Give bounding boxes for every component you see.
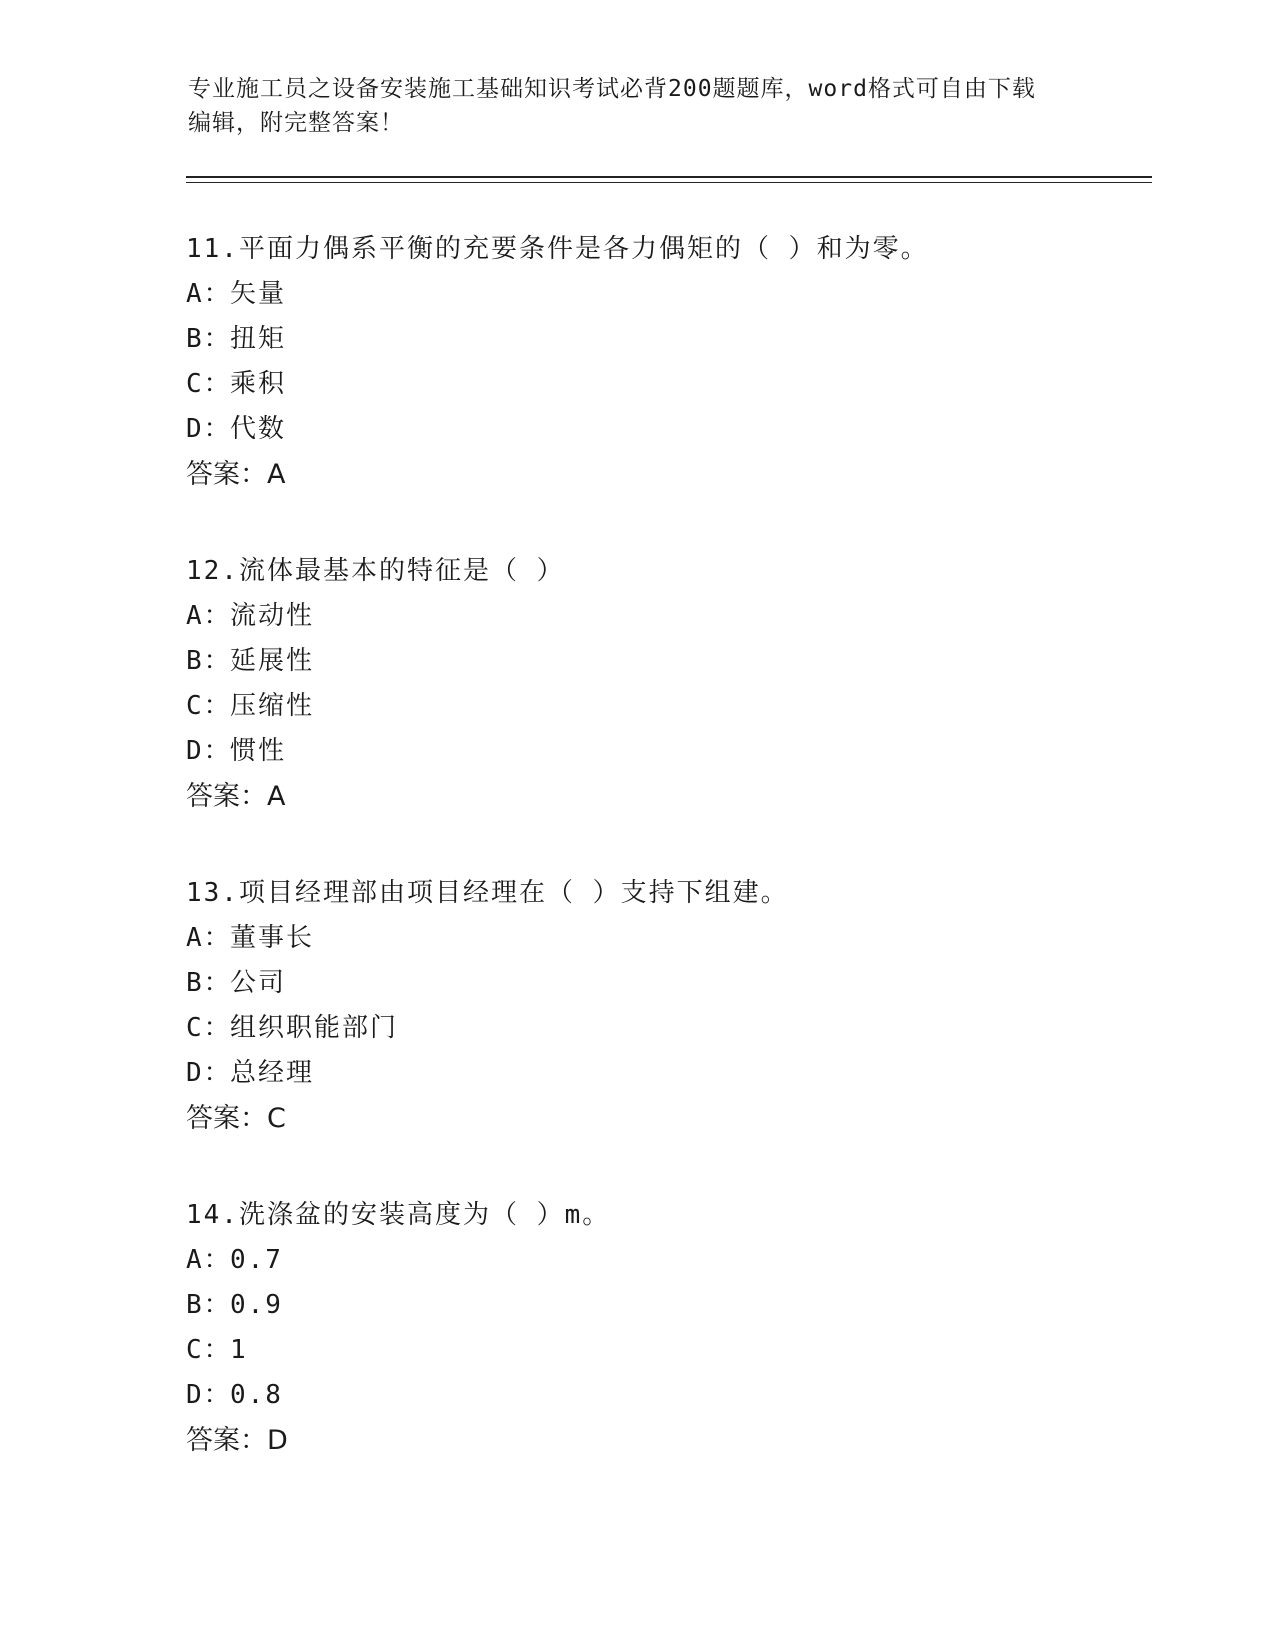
question-stem: 14.洗涤盆的安装高度为（ ）m。 xyxy=(186,1200,611,1230)
option-text: 乘积 xyxy=(230,369,287,399)
question-12 xyxy=(186,548,1146,820)
option-b xyxy=(186,639,1146,684)
header-line-1: 专业施工员之设备安装施工基础知识考试必背200题题库，word格式可自由下载 xyxy=(188,76,1036,102)
option-text: 组织职能部门 xyxy=(230,1013,399,1043)
option-key: A： xyxy=(186,279,232,309)
option-a xyxy=(186,916,1146,961)
option-text: 延展性 xyxy=(230,646,315,676)
option-text: 代数 xyxy=(230,414,287,444)
option-text: 0.9 xyxy=(230,1290,283,1320)
option-key: A： xyxy=(186,1245,232,1275)
question-14 xyxy=(186,1192,1146,1464)
option-text: 总经理 xyxy=(230,1058,315,1088)
option-key: A： xyxy=(186,601,232,631)
question-stem: 12.流体最基本的特征是（ ） xyxy=(186,556,565,586)
question-11 xyxy=(186,226,1146,498)
option-key: B： xyxy=(186,324,232,354)
option-text: 流动性 xyxy=(230,601,315,631)
option-text: 扭矩 xyxy=(230,324,287,354)
answer-line: 答案：D xyxy=(186,1425,288,1456)
option-a xyxy=(186,594,1146,639)
option-key: D： xyxy=(186,1380,232,1410)
option-text: 1 xyxy=(230,1335,248,1365)
option-c xyxy=(186,684,1146,729)
option-key: D： xyxy=(186,414,232,444)
option-b xyxy=(186,317,1146,362)
header-line-2: 编辑，附完整答案！ xyxy=(188,110,404,136)
option-text: 惯性 xyxy=(230,736,287,766)
header-divider-thin xyxy=(186,182,1152,183)
option-text: 压缩性 xyxy=(230,691,315,721)
answer-line: 答案：A xyxy=(186,459,286,490)
option-key: B： xyxy=(186,1290,232,1320)
option-key: D： xyxy=(186,736,232,766)
option-text: 0.8 xyxy=(230,1380,283,1410)
document-header xyxy=(188,72,1088,140)
option-d xyxy=(186,729,1146,774)
option-a xyxy=(186,272,1146,317)
option-key: C： xyxy=(186,691,232,721)
option-key: B： xyxy=(186,646,232,676)
option-b xyxy=(186,961,1146,1006)
option-a xyxy=(186,1238,1146,1283)
option-d xyxy=(186,1373,1146,1418)
option-key: C： xyxy=(186,1013,232,1043)
option-d xyxy=(186,1051,1146,1096)
option-key: C： xyxy=(186,369,232,399)
option-text: 矢量 xyxy=(230,279,287,309)
option-d xyxy=(186,407,1146,452)
header-divider-thick xyxy=(186,176,1152,178)
option-key: A： xyxy=(186,923,232,953)
option-c xyxy=(186,1328,1146,1373)
answer-line: 答案：A xyxy=(186,781,286,812)
option-key: B： xyxy=(186,968,232,998)
option-c xyxy=(186,362,1146,407)
option-text: 公司 xyxy=(230,968,287,998)
question-stem: 13.项目经理部由项目经理在（ ）支持下组建。 xyxy=(186,878,789,908)
question-stem: 11.平面力偶系平衡的充要条件是各力偶矩的（ ）和为零。 xyxy=(186,234,929,264)
option-text: 董事长 xyxy=(230,923,315,953)
option-text: 0.7 xyxy=(230,1245,283,1275)
option-key: D： xyxy=(186,1058,232,1088)
question-13 xyxy=(186,870,1146,1142)
option-b xyxy=(186,1283,1146,1328)
option-key: C： xyxy=(186,1335,232,1365)
answer-line: 答案：C xyxy=(186,1103,286,1134)
option-c xyxy=(186,1006,1146,1051)
